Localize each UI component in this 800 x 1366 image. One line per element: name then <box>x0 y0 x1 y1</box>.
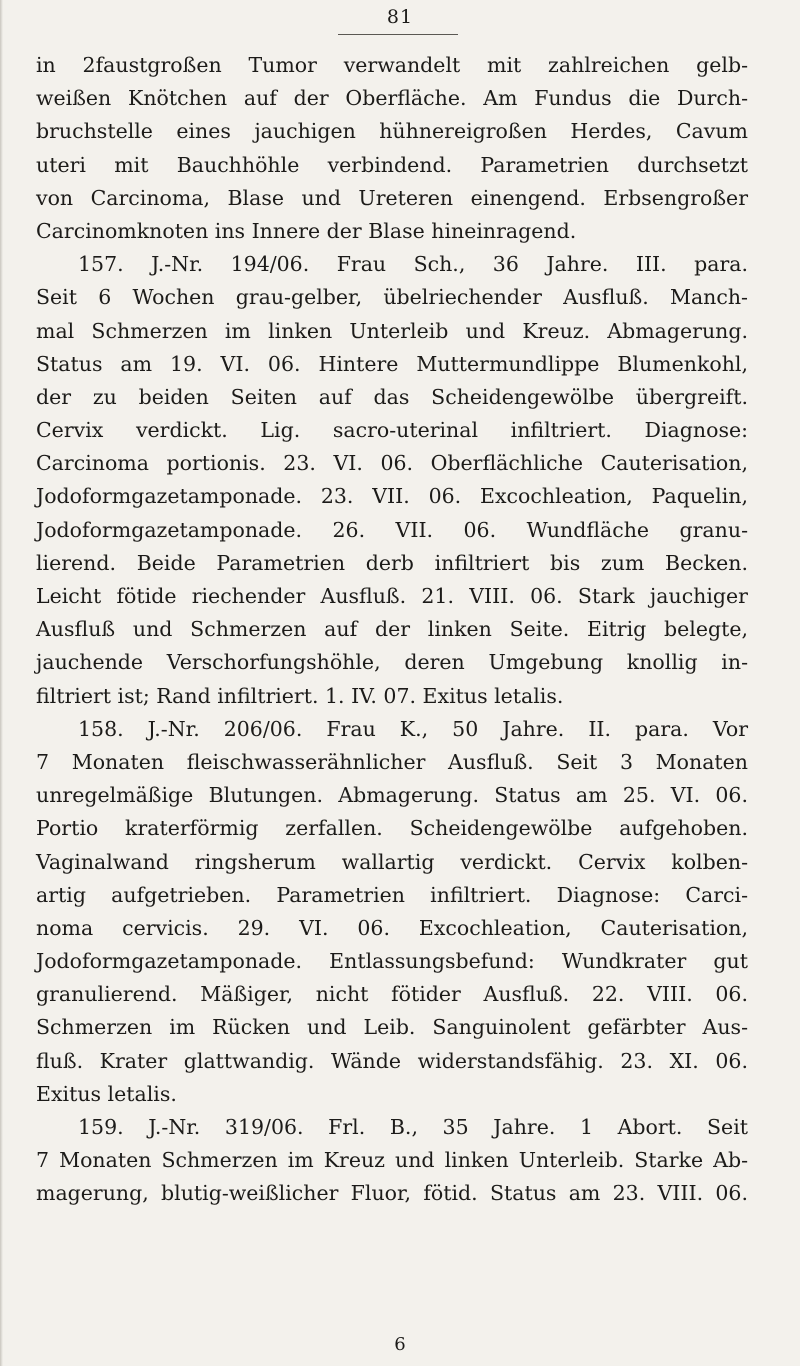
text-line: Cervix verdickt. Lig. sacro-uterinal infiltriert. Diagnose: <box>36 418 748 443</box>
text-line: Seit 6 Wochen grau-gelber, übelriechender Ausfluß. Manch- <box>36 285 748 310</box>
signature-mark: 6 <box>394 1334 406 1355</box>
text-line: mal Schmerzen im linken Unterleib und Kreuz. Abmagerung. <box>36 318 748 343</box>
page-number: 81 <box>386 6 414 28</box>
text-line: 7 Monaten Schmerzen im Kreuz und linken Unterleib. Starke Ab- <box>36 1148 748 1173</box>
text-line: Schmerzen im Rücken und Leib. Sanguinolent gefärbter Aus- <box>36 1015 748 1040</box>
text-line: Status am 19. VI. 06. Hintere Muttermundlippe Blumenkohl, <box>36 351 748 376</box>
text-line: magerung, blutig-weißlicher Fluor, fötid. Status am 23. VIII. 06. <box>36 1181 748 1206</box>
text-line: 7 Monaten fleischwasserähnlicher Ausfluß. Seit 3 Monaten <box>36 749 748 774</box>
text-line: Jodoformgazetamponade. 26. VII. 06. Wundfläche granu- <box>36 517 748 542</box>
text-line: 158. J.-Nr. 206/06. Frau K., 50 Jahre. II. para. Vor <box>78 716 748 741</box>
text-line: unregelmäßige Blutungen. Abmagerung. Status am 25. VI. 06. <box>36 783 748 808</box>
text-line: filtriert ist; Rand infiltriert. 1. IV. 07. Exitus letalis. <box>36 683 564 708</box>
text-line: Exitus letalis. <box>36 1081 177 1106</box>
text-line: granulierend. Mäßiger, nicht fötider Ausfluß. 22. VIII. 06. <box>36 982 748 1007</box>
text-line: Portio kraterförmig zerfallen. Scheidengewölbe aufgehoben. <box>36 816 748 841</box>
text-line: Carcinoma portionis. 23. VI. 06. Oberflächliche Cauterisation, <box>36 451 748 476</box>
text-line: bruchstelle eines jauchigen hühnereigroßen Herdes, Cavum <box>36 119 748 144</box>
text-line: der zu beiden Seiten auf das Scheidengewölbe übergreift. <box>36 384 748 409</box>
page-edge-shadow <box>0 0 3 1366</box>
text-line: Jodoformgazetamponade. Entlassungsbefund: Wundkrater gut <box>36 949 748 974</box>
body-text <box>36 49 748 1211</box>
text-line: Carcinomknoten ins Innere der Blase hineinragend. <box>36 218 577 243</box>
text-line: fluß. Krater glattwandig. Wände widerstandsfähig. 23. XI. 06. <box>36 1048 748 1073</box>
text-line: jauchende Verschorfungshöhle, deren Umgebung knollig in- <box>36 650 748 675</box>
text-line: 159. J.-Nr. 319/06. Frl. B., 35 Jahre. 1 Abort. Seit <box>78 1115 748 1139</box>
text-line: lierend. Beide Parametrien derb infiltriert bis zum Becken. <box>36 550 748 575</box>
text-line: Leicht fötide riechender Ausfluß. 21. VIII. 06. Stark jauchiger <box>36 584 748 608</box>
text-line: Ausfluß und Schmerzen auf der linken Seite. Eitrig belegte, <box>36 617 748 642</box>
text-line: artig aufgetrieben. Parametrien infiltriert. Diagnose: Carci- <box>36 882 748 907</box>
text-line: uteri mit Bauchhöhle verbindend. Parametrien durchsetzt <box>36 152 748 177</box>
text-line: 157. J.-Nr. 194/06. Frau Sch., 36 Jahre. III. para. <box>78 252 748 277</box>
text-line: noma cervicis. 29. VI. 06. Excochleation, Cauterisation, <box>36 915 748 940</box>
text-line: von Carcinoma, Blase und Ureteren einengend. Erbsengroßer <box>36 185 748 210</box>
text-line: weißen Knötchen auf der Oberfläche. Am Fundus die Durch- <box>36 86 748 111</box>
text-line: in 2faustgroßen Tumor verwandelt mit zahlreichen gelb- <box>36 53 748 77</box>
text-line: Jodoformgazetamponade. 23. VII. 06. Excochleation, Paquelin, <box>36 484 748 509</box>
page-number-rule <box>338 34 458 35</box>
text-line: Vaginalwand ringsherum wallartig verdickt. Cervix kolben- <box>36 849 748 874</box>
